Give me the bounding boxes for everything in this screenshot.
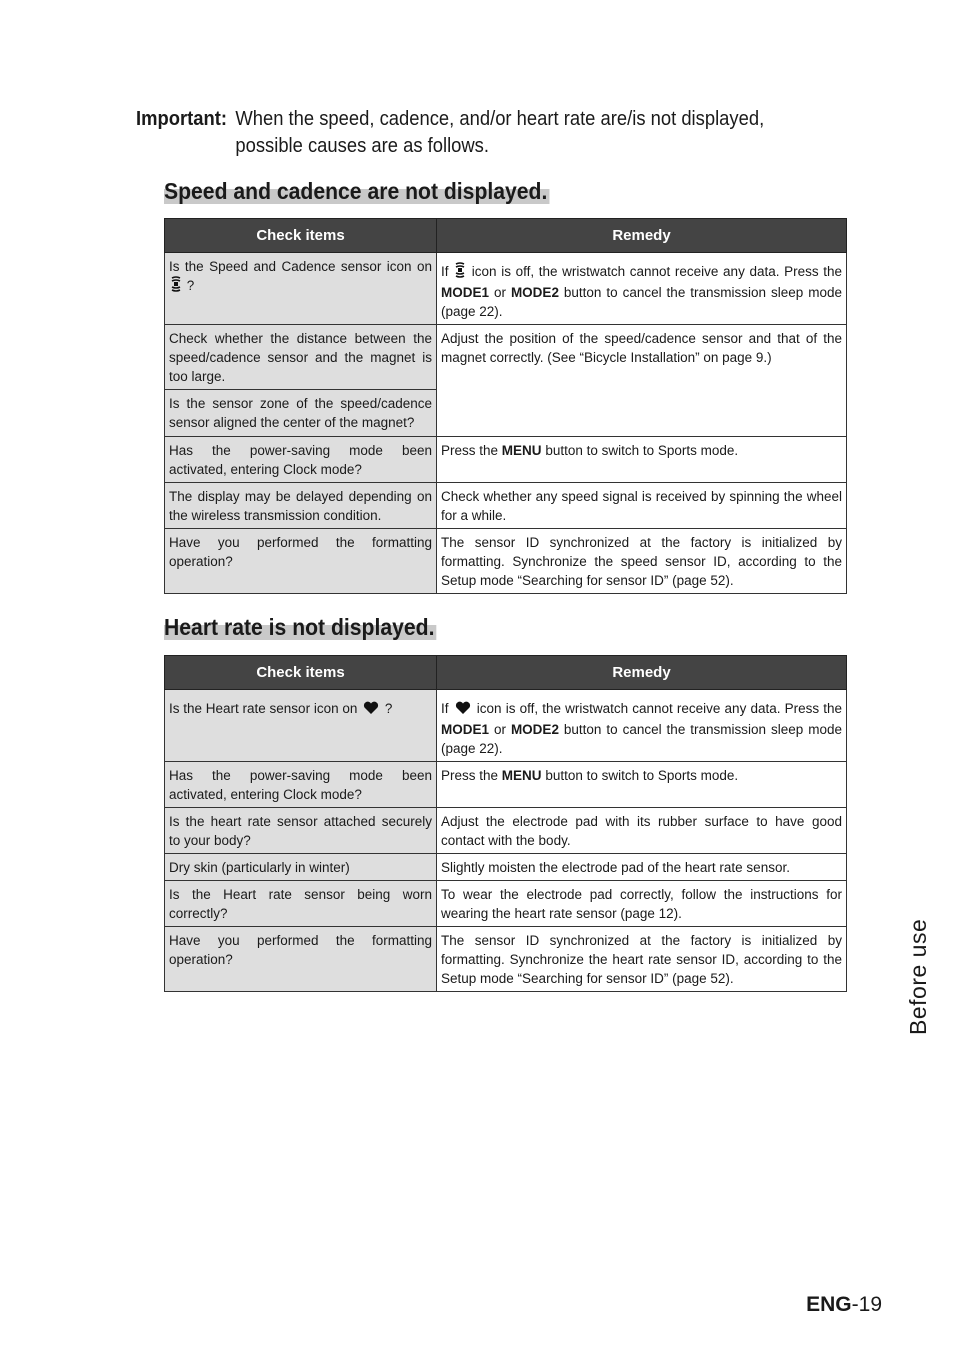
remedy-cell: Adjust the position of the speed/cadence sensor and that of the magnet correctly. (See “Bicycle Installation” on page 9.): [437, 325, 847, 437]
table-row: [165, 325, 847, 390]
heart-icon: [363, 701, 379, 720]
table-row: [165, 927, 847, 992]
remedy-cell: The sensor ID synchronized at the factory is initialized by formatting. Synchronize the heart rate sensor ID, according to the Setup mode “Searching for sensor ID” (page 52).: [437, 927, 847, 992]
important-note: [136, 106, 826, 160]
heart-troubleshoot-table: [164, 655, 847, 992]
remedy-cell: The sensor ID synchronized at the factory is initialized by formatting. Synchronize the speed sensor ID, according to the Setup mode “Searching for sensor ID” (page 52).: [437, 529, 847, 594]
speed-section-heading: Speed and cadence are not displayed.: [164, 178, 548, 204]
check-cell: Is the heart rate sensor attached securely to your body?: [165, 808, 437, 854]
col-header-remedy: Remedy: [437, 656, 847, 690]
important-label: Important:: [136, 108, 227, 130]
table-row: [165, 483, 847, 529]
remedy-cell: Press the MENU button to switch to Sports mode.: [437, 437, 847, 483]
speed-cadence-sensor-icon: [455, 262, 465, 283]
table-row: [165, 529, 847, 594]
check-cell: Have you performed the formatting operation?: [165, 529, 437, 594]
page-number: ENG-19: [806, 1293, 882, 1316]
heart-icon: [455, 701, 471, 720]
remedy-cell: If icon is off, the wristwatch cannot receive any data. Press the MODE1 or MODE2 button to cancel the transmission sleep mode (page 22).: [437, 690, 847, 762]
col-header-check: Check items: [165, 219, 437, 253]
col-header-remedy: Remedy: [437, 219, 847, 253]
check-cell: Dry skin (particularly in winter): [165, 854, 437, 881]
table-row: [165, 881, 847, 927]
table-row: [165, 437, 847, 483]
heart-section-heading: Heart rate is not displayed.: [164, 614, 435, 640]
table-header-row: [165, 656, 847, 690]
table-row: [165, 762, 847, 808]
remedy-cell: Press the MENU button to switch to Sports mode.: [437, 762, 847, 808]
check-cell: Is the Heart rate sensor being worn correctly?: [165, 881, 437, 927]
check-cell: Check whether the distance between the speed/cadence sensor and the magnet is too large.: [165, 325, 437, 390]
check-cell: Has the power-saving mode been activated, entering Clock mode?: [165, 762, 437, 808]
speed-cadence-sensor-icon: [171, 276, 181, 297]
remedy-cell: If icon is off, the wristwatch cannot receive any data. Press the MODE1 or MODE2 button to cancel the transmission sleep mode (page 22).: [437, 253, 847, 325]
important-text: When the speed, cadence, and/or heart rate are/is not displayed, possible causes are as follows.: [235, 108, 765, 157]
remedy-cell: Check whether any speed signal is received by spinning the wheel for a while.: [437, 483, 847, 529]
table-row: [165, 854, 847, 881]
remedy-cell: To wear the electrode pad correctly, follow the instructions for wearing the heart rate sensor (page 12).: [437, 881, 847, 927]
check-cell: Has the power-saving mode been activated, entering Clock mode?: [165, 437, 437, 483]
col-header-check: Check items: [165, 656, 437, 690]
check-cell: Is the Speed and Cadence sensor icon on ?: [165, 253, 437, 325]
table-header-row: [165, 219, 847, 253]
side-tab-label: Before use: [905, 918, 931, 1035]
table-row: [165, 253, 847, 325]
check-cell: Have you performed the formatting operation?: [165, 927, 437, 992]
table-row: [165, 808, 847, 854]
remedy-cell: Adjust the electrode pad with its rubber surface to have good contact with the body.: [437, 808, 847, 854]
check-cell: Is the sensor zone of the speed/cadence sensor aligned the center of the magnet?: [165, 390, 437, 437]
remedy-cell: Slightly moisten the electrode pad of the heart rate sensor.: [437, 854, 847, 881]
table-row: [165, 690, 847, 762]
check-cell: The display may be delayed depending on the wireless transmission condition.: [165, 483, 437, 529]
check-cell: Is the Heart rate sensor icon on ?: [165, 690, 437, 762]
speed-troubleshoot-table: [164, 218, 847, 594]
